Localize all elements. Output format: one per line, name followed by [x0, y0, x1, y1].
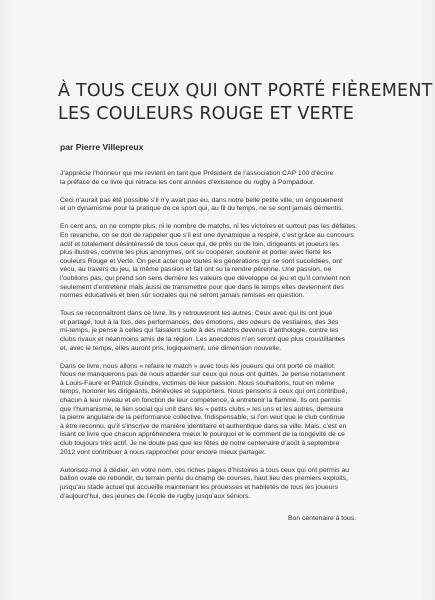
paragraph-3: En cent ans, on ne compte plus, ni le nombre de matchs, ni les victoires et surtout pas les défaites. En revanche, on se doit de rappeler que s’il est une dynamique a respiré, c’est grâce au concours actif et totalement désintéressé de tous ceux qui, de près ou de loin, dirigeants et joueurs les plus illustres, comme les plus anonymes, ont su coopérer, soutenir et porter avec fierté les couleurs Rouge et Verte. On peut acter que toutes les générations qui se sont succédées, ont vécu, au travers du jeu, la même passion et fait ont su la rendre pérenne. Une passion, ne l’oublions pas, qui prend son sens derrière les valeurs que développe ce jeu et qu’il convient non seulement d’entretenir mais aussi de transmettre pour que dans le temps elles deviennent des normes éducatives et bien sûr sociales qui ne seront jamais remises en question. — [60, 223, 358, 300]
author-byline: par Pierre Villepreux — [60, 142, 144, 152]
title-line-1: À TOUS CEUX QUI ONT PORTÉ FIÈREMENT — [58, 81, 433, 101]
paragraph-1: J’apprécie l’honneur qui me revient en tant que Président de l’association CAP 100 d’écrire la préface de ce livre qui retrace les cent années d’existence du rugby à Pompadour. — [60, 170, 334, 186]
preface-title — [58, 80, 433, 126]
paragraph-2: Ceci n’aurait pas été possible s’il n’y avait pas eu, dans notre belle petite ville, un engouement et un dynamisme pour la pratique de ce sport qui, au fil du temps, ne se sont jamais démentis. — [60, 196, 344, 213]
title-line-2: LES COULEURS ROUGE ET VERTE — [58, 104, 355, 124]
signoff: Bon centenaire à tous. — [288, 515, 357, 522]
paragraph-5: Dans ce livre, nous allons « refaire le match » avec tous les joueurs qui ont porté ce maillot. Nous ne manquerons pas de nous attarder sur ceux qui nous ont quittés. Je pense notamment à Louis-Faure et Patrick Guindre, victimes de leur passion. Nous souhaitons, tout en même temps, honorer les dirigeants, bénévoles et supporters. Nous pensons à ceux qui ont contribué, chacun à leur niveau et en fonction de leur compétence, à entretenir la flamme. Ils ont permis que l’humanisme, le lien social qui unit dans les « petits clubs » les uns et les autres, demeure la pierre angulaire de la performance collective. Indispensable, si l’on veut que le club continue à être reconnu, qu’il s’inscrive de manière identitaire et authentique dans sa ville. Mais, c’est en lisant ce livre que chacun appréhendera mieux le pourquoi et le comment de la longévité de ce club toujours très actif. Je ne doute pas que les fêtes de notre centenaire d’août à septembre 2012 vont contribuer à nous rapprocher pour encore mieux partager. — [60, 362, 348, 456]
paragraph-4: Tous se reconnaîtront dans ce livre. Ils y retrouveront les autres. Ceux avec qui ils ont joué et partagé, tout à la fois, des performances, des émotions, des odeurs de vestiaires, des 3es mi-temps, je pense à celles qui faisaient suite à des matchs devenus d’anthologie, contre les clubs rivaux et néanmoins amis de la région. Les anecdotes n’en seront que plus croustillantes et, avec le temps, elles auront pris, logiquement, une dimension nouvelle. — [60, 310, 345, 352]
preface-body — [60, 170, 370, 511]
paragraph-6: Autorisez-moi à dédier, en votre nom, ces riches pages d’histoires à tous ceux qui ont permis au ballon ovale de rebondir, du terrain pentu du champ de courses, haut lieu des premiers exploits, jusqu’au stade actuel qui accueille maintenant les prouesses et habiletés de tous les joueurs d’aujourd’hui, des jeunes de l’école de rugby jusqu’aux séniors. — [60, 466, 350, 500]
